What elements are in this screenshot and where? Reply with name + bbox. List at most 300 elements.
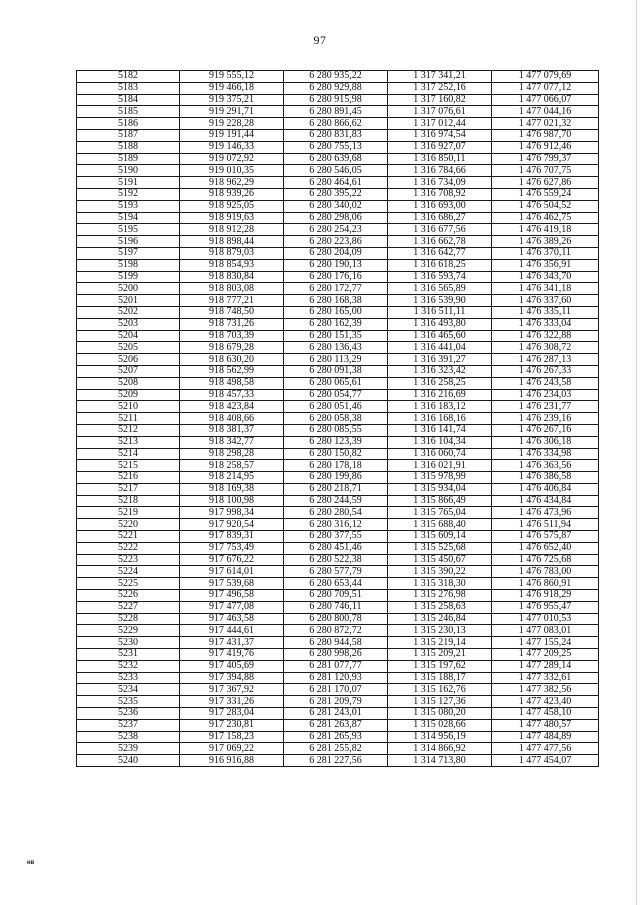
x2-coordinate-cell: 1 314 956,19 xyxy=(388,731,492,743)
coordinates-table-body xyxy=(77,71,599,767)
x-coordinate-cell: 917 444,61 xyxy=(180,625,284,637)
x-coordinate-cell: 918 731,26 xyxy=(180,318,284,330)
y2-coordinate-cell: 1 476 234,03 xyxy=(492,389,599,401)
y-coordinate-cell: 6 280 165,00 xyxy=(284,306,388,318)
x-coordinate-cell: 917 158,23 xyxy=(180,731,284,743)
point-number-cell: 5194 xyxy=(77,212,180,224)
point-number-cell: 5204 xyxy=(77,330,180,342)
x2-coordinate-cell: 1 316 593,74 xyxy=(388,271,492,283)
point-number-cell: 5186 xyxy=(77,118,180,130)
point-number-cell: 5219 xyxy=(77,507,180,519)
point-number-cell: 5206 xyxy=(77,354,180,366)
y2-coordinate-cell: 1 476 337,60 xyxy=(492,295,599,307)
point-number-cell: 5196 xyxy=(77,236,180,248)
x-coordinate-cell: 918 703,39 xyxy=(180,330,284,342)
x-coordinate-cell: 918 423,84 xyxy=(180,401,284,413)
y-coordinate-cell: 6 280 755,13 xyxy=(284,141,388,153)
y2-coordinate-cell: 1 476 511,94 xyxy=(492,519,599,531)
x-coordinate-cell: 918 214,95 xyxy=(180,472,284,484)
y-coordinate-cell: 6 280 464,61 xyxy=(284,177,388,189)
x-coordinate-cell: 919 146,33 xyxy=(180,141,284,153)
point-number-cell: 5183 xyxy=(77,82,180,94)
table-row xyxy=(77,94,599,106)
y-coordinate-cell: 6 280 065,61 xyxy=(284,377,388,389)
x2-coordinate-cell: 1 316 642,77 xyxy=(388,247,492,259)
x-coordinate-cell: 918 879,03 xyxy=(180,247,284,259)
point-number-cell: 5217 xyxy=(77,483,180,495)
x2-coordinate-cell: 1 315 318,30 xyxy=(388,578,492,590)
x-coordinate-cell: 919 375,21 xyxy=(180,94,284,106)
y-coordinate-cell: 6 280 298,06 xyxy=(284,212,388,224)
point-number-cell: 5222 xyxy=(77,542,180,554)
y2-coordinate-cell: 1 476 335,11 xyxy=(492,306,599,318)
y2-coordinate-cell: 1 476 334,98 xyxy=(492,448,599,460)
y2-coordinate-cell: 1 477 010,53 xyxy=(492,613,599,625)
table-row xyxy=(77,106,599,118)
x2-coordinate-cell: 1 315 765,04 xyxy=(388,507,492,519)
table-row xyxy=(77,200,599,212)
x-coordinate-cell: 918 803,08 xyxy=(180,283,284,295)
table-row xyxy=(77,554,599,566)
y2-coordinate-cell: 1 476 955,47 xyxy=(492,601,599,613)
table-row xyxy=(77,731,599,743)
y-coordinate-cell: 6 281 170,07 xyxy=(284,684,388,696)
x-coordinate-cell: 917 283,04 xyxy=(180,708,284,720)
x-coordinate-cell: 918 748,50 xyxy=(180,306,284,318)
x2-coordinate-cell: 1 314 713,80 xyxy=(388,755,492,767)
table-row xyxy=(77,413,599,425)
y2-coordinate-cell: 1 477 332,61 xyxy=(492,672,599,684)
y-coordinate-cell: 6 281 255,82 xyxy=(284,743,388,755)
y2-coordinate-cell: 1 477 044,16 xyxy=(492,106,599,118)
x2-coordinate-cell: 1 315 258,63 xyxy=(388,601,492,613)
y-coordinate-cell: 6 280 639,68 xyxy=(284,153,388,165)
point-number-cell: 5202 xyxy=(77,306,180,318)
y-coordinate-cell: 6 280 935,22 xyxy=(284,71,388,83)
x2-coordinate-cell: 1 316 183,12 xyxy=(388,401,492,413)
table-row xyxy=(77,82,599,94)
y2-coordinate-cell: 1 476 462,75 xyxy=(492,212,599,224)
table-row xyxy=(77,590,599,602)
x-coordinate-cell: 917 367,92 xyxy=(180,684,284,696)
table-row xyxy=(77,354,599,366)
x-coordinate-cell: 918 679,28 xyxy=(180,342,284,354)
x2-coordinate-cell: 1 316 493,80 xyxy=(388,318,492,330)
y2-coordinate-cell: 1 476 356,91 xyxy=(492,259,599,271)
point-number-cell: 5215 xyxy=(77,460,180,472)
point-number-cell: 5226 xyxy=(77,590,180,602)
y2-coordinate-cell: 1 476 239,16 xyxy=(492,413,599,425)
x-coordinate-cell: 919 072,92 xyxy=(180,153,284,165)
y-coordinate-cell: 6 280 150,82 xyxy=(284,448,388,460)
y2-coordinate-cell: 1 476 912,46 xyxy=(492,141,599,153)
y-coordinate-cell: 6 280 998,26 xyxy=(284,649,388,661)
point-number-cell: 5223 xyxy=(77,554,180,566)
y-coordinate-cell: 6 280 244,59 xyxy=(284,495,388,507)
table-row xyxy=(77,542,599,554)
point-number-cell: 5213 xyxy=(77,436,180,448)
x-coordinate-cell: 917 496,58 xyxy=(180,590,284,602)
y2-coordinate-cell: 1 476 267,33 xyxy=(492,365,599,377)
x-coordinate-cell: 917 614,01 xyxy=(180,566,284,578)
y-coordinate-cell: 6 280 136,43 xyxy=(284,342,388,354)
x-coordinate-cell: 918 457,33 xyxy=(180,389,284,401)
table-row xyxy=(77,224,599,236)
x-coordinate-cell: 919 010,35 xyxy=(180,165,284,177)
x-coordinate-cell: 918 100,98 xyxy=(180,495,284,507)
y2-coordinate-cell: 1 477 423,40 xyxy=(492,696,599,708)
y2-coordinate-cell: 1 476 343,70 xyxy=(492,271,599,283)
table-row xyxy=(77,424,599,436)
y2-coordinate-cell: 1 477 484,89 xyxy=(492,731,599,743)
x2-coordinate-cell: 1 316 104,34 xyxy=(388,436,492,448)
x-coordinate-cell: 918 912,28 xyxy=(180,224,284,236)
point-number-cell: 5189 xyxy=(77,153,180,165)
table-row xyxy=(77,295,599,307)
y-coordinate-cell: 6 280 168,38 xyxy=(284,295,388,307)
y-coordinate-cell: 6 280 891,45 xyxy=(284,106,388,118)
y-coordinate-cell: 6 280 085,55 xyxy=(284,424,388,436)
y-coordinate-cell: 6 280 316,12 xyxy=(284,519,388,531)
x-coordinate-cell: 918 562,99 xyxy=(180,365,284,377)
y2-coordinate-cell: 1 476 419,18 xyxy=(492,224,599,236)
table-row xyxy=(77,236,599,248)
x2-coordinate-cell: 1 315 028,66 xyxy=(388,719,492,731)
table-row xyxy=(77,613,599,625)
x-coordinate-cell: 918 169,38 xyxy=(180,483,284,495)
y2-coordinate-cell: 1 477 079,69 xyxy=(492,71,599,83)
point-number-cell: 5184 xyxy=(77,94,180,106)
table-row xyxy=(77,472,599,484)
x2-coordinate-cell: 1 317 160,82 xyxy=(388,94,492,106)
point-number-cell: 5208 xyxy=(77,377,180,389)
point-number-cell: 5185 xyxy=(77,106,180,118)
table-row xyxy=(77,507,599,519)
table-row xyxy=(77,283,599,295)
x-coordinate-cell: 917 998,34 xyxy=(180,507,284,519)
y2-coordinate-cell: 1 477 480,57 xyxy=(492,719,599,731)
x-coordinate-cell: 918 498,58 xyxy=(180,377,284,389)
coordinates-table xyxy=(76,70,599,767)
y-coordinate-cell: 6 280 199,86 xyxy=(284,472,388,484)
x-coordinate-cell: 917 419,76 xyxy=(180,649,284,661)
point-number-cell: 5216 xyxy=(77,472,180,484)
table-row xyxy=(77,578,599,590)
table-row xyxy=(77,212,599,224)
x-coordinate-cell: 919 555,12 xyxy=(180,71,284,83)
y-coordinate-cell: 6 280 395,22 xyxy=(284,188,388,200)
table-row xyxy=(77,755,599,767)
point-number-cell: 5236 xyxy=(77,708,180,720)
x-coordinate-cell: 918 830,84 xyxy=(180,271,284,283)
x2-coordinate-cell: 1 316 511,11 xyxy=(388,306,492,318)
table-row xyxy=(77,660,599,672)
y-coordinate-cell: 6 280 866,62 xyxy=(284,118,388,130)
y-coordinate-cell: 6 281 263,87 xyxy=(284,719,388,731)
y2-coordinate-cell: 1 477 066,07 xyxy=(492,94,599,106)
y-coordinate-cell: 6 280 577,79 xyxy=(284,566,388,578)
x2-coordinate-cell: 1 316 216,69 xyxy=(388,389,492,401)
point-number-cell: 5193 xyxy=(77,200,180,212)
y2-coordinate-cell: 1 477 382,56 xyxy=(492,684,599,696)
table-row xyxy=(77,483,599,495)
point-number-cell: 5224 xyxy=(77,566,180,578)
table-row xyxy=(77,342,599,354)
x-coordinate-cell: 917 069,22 xyxy=(180,743,284,755)
x2-coordinate-cell: 1 315 219,14 xyxy=(388,637,492,649)
x2-coordinate-cell: 1 316 539,90 xyxy=(388,295,492,307)
table-row xyxy=(77,271,599,283)
y2-coordinate-cell: 1 477 454,07 xyxy=(492,755,599,767)
point-number-cell: 5188 xyxy=(77,141,180,153)
x2-coordinate-cell: 1 315 390,22 xyxy=(388,566,492,578)
y2-coordinate-cell: 1 477 209,25 xyxy=(492,649,599,661)
y2-coordinate-cell: 1 476 370,11 xyxy=(492,247,599,259)
x2-coordinate-cell: 1 315 866,49 xyxy=(388,495,492,507)
y2-coordinate-cell: 1 476 243,58 xyxy=(492,377,599,389)
table-row xyxy=(77,601,599,613)
y2-coordinate-cell: 1 476 322,88 xyxy=(492,330,599,342)
y2-coordinate-cell: 1 477 458,10 xyxy=(492,708,599,720)
x2-coordinate-cell: 1 315 688,40 xyxy=(388,519,492,531)
table-row xyxy=(77,436,599,448)
y-coordinate-cell: 6 280 178,18 xyxy=(284,460,388,472)
y2-coordinate-cell: 1 476 575,87 xyxy=(492,531,599,543)
x2-coordinate-cell: 1 315 934,04 xyxy=(388,483,492,495)
y2-coordinate-cell: 1 476 306,18 xyxy=(492,436,599,448)
y-coordinate-cell: 6 281 209,79 xyxy=(284,696,388,708)
x-coordinate-cell: 917 331,26 xyxy=(180,696,284,708)
point-number-cell: 5210 xyxy=(77,401,180,413)
x2-coordinate-cell: 1 315 525,68 xyxy=(388,542,492,554)
x-coordinate-cell: 916 916,88 xyxy=(180,755,284,767)
y-coordinate-cell: 6 281 227,56 xyxy=(284,755,388,767)
y2-coordinate-cell: 1 476 341,18 xyxy=(492,283,599,295)
y-coordinate-cell: 6 280 162,39 xyxy=(284,318,388,330)
x2-coordinate-cell: 1 317 252,16 xyxy=(388,82,492,94)
y2-coordinate-cell: 1 477 077,12 xyxy=(492,82,599,94)
x-coordinate-cell: 919 228,28 xyxy=(180,118,284,130)
y-coordinate-cell: 6 280 280,54 xyxy=(284,507,388,519)
y2-coordinate-cell: 1 476 287,13 xyxy=(492,354,599,366)
point-number-cell: 5218 xyxy=(77,495,180,507)
y-coordinate-cell: 6 280 522,38 xyxy=(284,554,388,566)
table-row xyxy=(77,649,599,661)
point-number-cell: 5197 xyxy=(77,247,180,259)
x2-coordinate-cell: 1 316 618,25 xyxy=(388,259,492,271)
table-row xyxy=(77,684,599,696)
point-number-cell: 5207 xyxy=(77,365,180,377)
y-coordinate-cell: 6 280 872,72 xyxy=(284,625,388,637)
table-row xyxy=(77,330,599,342)
point-number-cell: 5229 xyxy=(77,625,180,637)
y-coordinate-cell: 6 280 915,98 xyxy=(284,94,388,106)
x2-coordinate-cell: 1 315 978,99 xyxy=(388,472,492,484)
x2-coordinate-cell: 1 315 230,13 xyxy=(388,625,492,637)
y2-coordinate-cell: 1 477 021,32 xyxy=(492,118,599,130)
table-row xyxy=(77,566,599,578)
x2-coordinate-cell: 1 316 168,16 xyxy=(388,413,492,425)
x-coordinate-cell: 918 298,28 xyxy=(180,448,284,460)
x2-coordinate-cell: 1 317 012,44 xyxy=(388,118,492,130)
y-coordinate-cell: 6 280 944,58 xyxy=(284,637,388,649)
table-row xyxy=(77,365,599,377)
table-row xyxy=(77,306,599,318)
y2-coordinate-cell: 1 476 559,24 xyxy=(492,188,599,200)
x-coordinate-cell: 917 676,22 xyxy=(180,554,284,566)
x2-coordinate-cell: 1 316 021,91 xyxy=(388,460,492,472)
y-coordinate-cell: 6 280 831,83 xyxy=(284,129,388,141)
x2-coordinate-cell: 1 316 734,09 xyxy=(388,177,492,189)
x-coordinate-cell: 918 342,77 xyxy=(180,436,284,448)
y2-coordinate-cell: 1 476 473,96 xyxy=(492,507,599,519)
y-coordinate-cell: 6 280 451,46 xyxy=(284,542,388,554)
table-row xyxy=(77,460,599,472)
footer-mark: нв xyxy=(27,860,35,866)
y-coordinate-cell: 6 280 051,46 xyxy=(284,401,388,413)
table-row xyxy=(77,743,599,755)
point-number-cell: 5182 xyxy=(77,71,180,83)
page-edge-line xyxy=(636,0,637,905)
x2-coordinate-cell: 1 316 850,11 xyxy=(388,153,492,165)
table-row xyxy=(77,448,599,460)
x2-coordinate-cell: 1 316 686,27 xyxy=(388,212,492,224)
y2-coordinate-cell: 1 476 707,75 xyxy=(492,165,599,177)
y2-coordinate-cell: 1 476 434,84 xyxy=(492,495,599,507)
y2-coordinate-cell: 1 476 860,91 xyxy=(492,578,599,590)
y-coordinate-cell: 6 280 709,51 xyxy=(284,590,388,602)
x2-coordinate-cell: 1 316 465,60 xyxy=(388,330,492,342)
x-coordinate-cell: 917 230,81 xyxy=(180,719,284,731)
y2-coordinate-cell: 1 477 155,24 xyxy=(492,637,599,649)
table-row xyxy=(77,129,599,141)
y-coordinate-cell: 6 280 172,77 xyxy=(284,283,388,295)
x2-coordinate-cell: 1 316 060,74 xyxy=(388,448,492,460)
point-number-cell: 5187 xyxy=(77,129,180,141)
y-coordinate-cell: 6 280 653,44 xyxy=(284,578,388,590)
x-coordinate-cell: 918 919,63 xyxy=(180,212,284,224)
point-number-cell: 5211 xyxy=(77,413,180,425)
x2-coordinate-cell: 1 314 866,92 xyxy=(388,743,492,755)
x2-coordinate-cell: 1 315 127,36 xyxy=(388,696,492,708)
y2-coordinate-cell: 1 476 267,16 xyxy=(492,424,599,436)
page-number: 97 xyxy=(313,33,327,47)
x-coordinate-cell: 919 466,18 xyxy=(180,82,284,94)
x-coordinate-cell: 917 753,49 xyxy=(180,542,284,554)
table-row xyxy=(77,165,599,177)
x-coordinate-cell: 917 539,68 xyxy=(180,578,284,590)
point-number-cell: 5195 xyxy=(77,224,180,236)
y2-coordinate-cell: 1 476 627,86 xyxy=(492,177,599,189)
point-number-cell: 5234 xyxy=(77,684,180,696)
table-row xyxy=(77,696,599,708)
point-number-cell: 5227 xyxy=(77,601,180,613)
x2-coordinate-cell: 1 315 188,17 xyxy=(388,672,492,684)
x-coordinate-cell: 917 431,37 xyxy=(180,637,284,649)
table-row xyxy=(77,519,599,531)
table-row xyxy=(77,389,599,401)
x-coordinate-cell: 919 291,71 xyxy=(180,106,284,118)
y-coordinate-cell: 6 280 190,13 xyxy=(284,259,388,271)
point-number-cell: 5239 xyxy=(77,743,180,755)
y-coordinate-cell: 6 280 091,38 xyxy=(284,365,388,377)
point-number-cell: 5228 xyxy=(77,613,180,625)
x-coordinate-cell: 917 405,69 xyxy=(180,660,284,672)
table-row xyxy=(77,177,599,189)
x-coordinate-cell: 918 898,44 xyxy=(180,236,284,248)
y-coordinate-cell: 6 280 113,29 xyxy=(284,354,388,366)
table-row xyxy=(77,118,599,130)
y-coordinate-cell: 6 280 151,35 xyxy=(284,330,388,342)
y2-coordinate-cell: 1 477 477,56 xyxy=(492,743,599,755)
point-number-cell: 5220 xyxy=(77,519,180,531)
y2-coordinate-cell: 1 476 783,00 xyxy=(492,566,599,578)
x-coordinate-cell: 917 839,31 xyxy=(180,531,284,543)
x2-coordinate-cell: 1 315 080,20 xyxy=(388,708,492,720)
point-number-cell: 5191 xyxy=(77,177,180,189)
x-coordinate-cell: 919 191,44 xyxy=(180,129,284,141)
y2-coordinate-cell: 1 476 389,26 xyxy=(492,236,599,248)
x2-coordinate-cell: 1 317 076,61 xyxy=(388,106,492,118)
y2-coordinate-cell: 1 476 987,70 xyxy=(492,129,599,141)
x2-coordinate-cell: 1 316 662,78 xyxy=(388,236,492,248)
y-coordinate-cell: 6 280 746,11 xyxy=(284,601,388,613)
x2-coordinate-cell: 1 316 784,66 xyxy=(388,165,492,177)
table-row xyxy=(77,188,599,200)
point-number-cell: 5192 xyxy=(77,188,180,200)
y-coordinate-cell: 6 281 120,93 xyxy=(284,672,388,684)
x2-coordinate-cell: 1 317 341,21 xyxy=(388,71,492,83)
point-number-cell: 5225 xyxy=(77,578,180,590)
point-number-cell: 5214 xyxy=(77,448,180,460)
x2-coordinate-cell: 1 316 708,92 xyxy=(388,188,492,200)
table-row xyxy=(77,719,599,731)
point-number-cell: 5240 xyxy=(77,755,180,767)
x-coordinate-cell: 917 463,58 xyxy=(180,613,284,625)
point-number-cell: 5232 xyxy=(77,660,180,672)
y-coordinate-cell: 6 281 265,93 xyxy=(284,731,388,743)
x-coordinate-cell: 917 394,88 xyxy=(180,672,284,684)
x2-coordinate-cell: 1 316 677,56 xyxy=(388,224,492,236)
point-number-cell: 5200 xyxy=(77,283,180,295)
y2-coordinate-cell: 1 476 333,04 xyxy=(492,318,599,330)
y-coordinate-cell: 6 280 176,16 xyxy=(284,271,388,283)
y2-coordinate-cell: 1 476 918,29 xyxy=(492,590,599,602)
x2-coordinate-cell: 1 316 323,42 xyxy=(388,365,492,377)
table-row xyxy=(77,625,599,637)
point-number-cell: 5235 xyxy=(77,696,180,708)
y2-coordinate-cell: 1 476 652,40 xyxy=(492,542,599,554)
y2-coordinate-cell: 1 476 363,56 xyxy=(492,460,599,472)
y2-coordinate-cell: 1 477 289,14 xyxy=(492,660,599,672)
x2-coordinate-cell: 1 316 974,54 xyxy=(388,129,492,141)
point-number-cell: 5198 xyxy=(77,259,180,271)
y2-coordinate-cell: 1 476 504,52 xyxy=(492,200,599,212)
table-row xyxy=(77,531,599,543)
x-coordinate-cell: 918 630,20 xyxy=(180,354,284,366)
x2-coordinate-cell: 1 316 693,00 xyxy=(388,200,492,212)
y-coordinate-cell: 6 281 077,77 xyxy=(284,660,388,672)
x-coordinate-cell: 917 477,08 xyxy=(180,601,284,613)
y-coordinate-cell: 6 280 123,39 xyxy=(284,436,388,448)
x-coordinate-cell: 918 854,93 xyxy=(180,259,284,271)
y2-coordinate-cell: 1 476 725,68 xyxy=(492,554,599,566)
x2-coordinate-cell: 1 316 258,25 xyxy=(388,377,492,389)
table-row xyxy=(77,401,599,413)
table-row xyxy=(77,672,599,684)
table-row xyxy=(77,247,599,259)
y-coordinate-cell: 6 280 377,55 xyxy=(284,531,388,543)
